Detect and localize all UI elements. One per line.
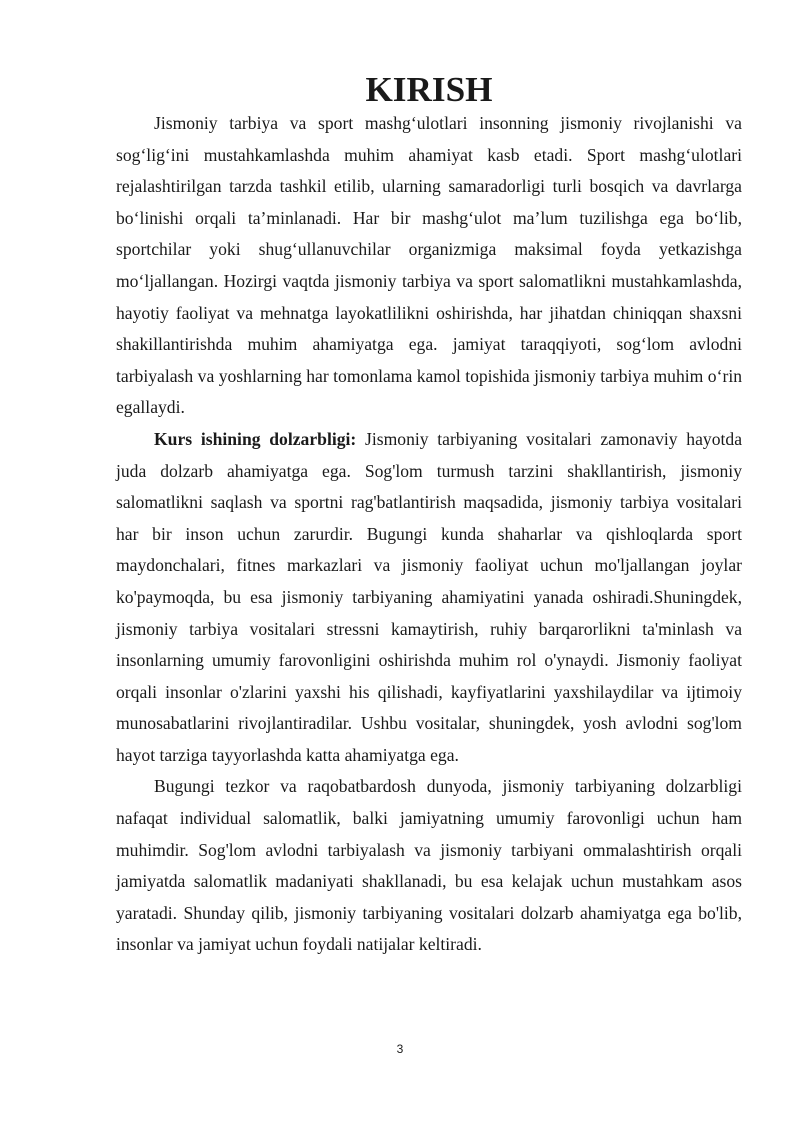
page-heading: KIRISH [365,70,493,109]
page-number: 3 [396,1042,404,1056]
page-body [116,70,742,961]
paragraph-text: Jismoniy tarbiyaning vositalari zamonaviy hayotda juda dolzarb ahamiyatga ega. Sog'lom turmush tarzini shakllantirish, jismoniy salomatlikni saqlash va sportni rag'batlantirish maqsadida, jismoniy tarbiya vositalari har bir inson uchun zarurdir. Bugungi kunda shaharlar va qishloqlarda sport maydonchalari, fitnes markazlari va jismoniy faoliyat uchun mo'ljallangan joylar ko'paymoqda, bu esa jismoniy tarbiyaning ahamiyatini yanada oshiradi.Shuningdek, jismoniy tarbiya vositalari stressni kamaytirish, ruhiy barqarorlikni ta'minlash va insonlarning umumiy farovonligini oshirishda muhim rol o'ynaydi. Jismoniy faoliyat orqali insonlar o'zlarini yaxshi his qilishadi, kayfiyatlarini yaxshilaydilar va ijtimoiy munosabatlarini rivojlantiradilar. Ushbu vositalar, shuningdek, yosh avlodni sog'lom hayot tarziga tayyorlashda katta ahamiyatga ega. [116,428,742,765]
paragraph-lead: Kurs ishining dolzarbligi: [154,428,357,449]
paragraph-text: Jismoniy tarbiya va sport mashg‘ulotlari insonning jismoniy rivojlanishi va sog‘lig‘ini mustahkamlashda muhim ahamiyat kasb etadi. Sport mashg‘ulotlari rejalashtirilgan tarzda tashkil etilib, ularning samaradorligi turli bosqich va davrlarga bo‘linishi orqali ta’minlanadi. Har bir mashg‘ulot ma’lum tuzilishga ega bo‘lib, sportchilar yoki shug‘ullanuvchilar organizmiga maksimal foyda yetkazishga mo‘ljallangan. Hozirgi vaqtda jismoniy tarbiya va sport salomatlikni mustahkamlashda, hayotiy faoliyat va mehnatga layokatlilikni oshirishda, har jihatdan chiniqqan shaxsni shakillantirishda muhim ahamiyatga ega. jamiyat taraqqiyoti, sog‘lom avlodni tarbiyalash va yoshlarning har tomonlama kamol topishida jismoniy tarbiya muhim o‘rin egallaydi. [116,113,742,418]
paragraph-intro [116,108,742,424]
paragraph-conclusion [116,771,742,961]
paragraph-text: Bugungi tezkor va raqobatbardosh dunyoda, jismoniy tarbiyaning dolzarbligi nafaqat individual salomatlik, balki jamiyatning umumiy farovonligi uchun ham muhimdir. Sog'lom avlodni tarbiyalash va jismoniy tarbiyani ommalashtirish orqali jamiyatda salomatlik madaniyati shakllanadi, bu esa kelajak uchun mustahkam asos yaratadi. Shunday qilib, jismoniy tarbiyaning vositalari dolzarb ahamiyatga ega bo'lib, insonlar va jamiyat uchun foydali natijalar keltiradi. [116,776,742,955]
paragraph-relevance [116,424,742,772]
